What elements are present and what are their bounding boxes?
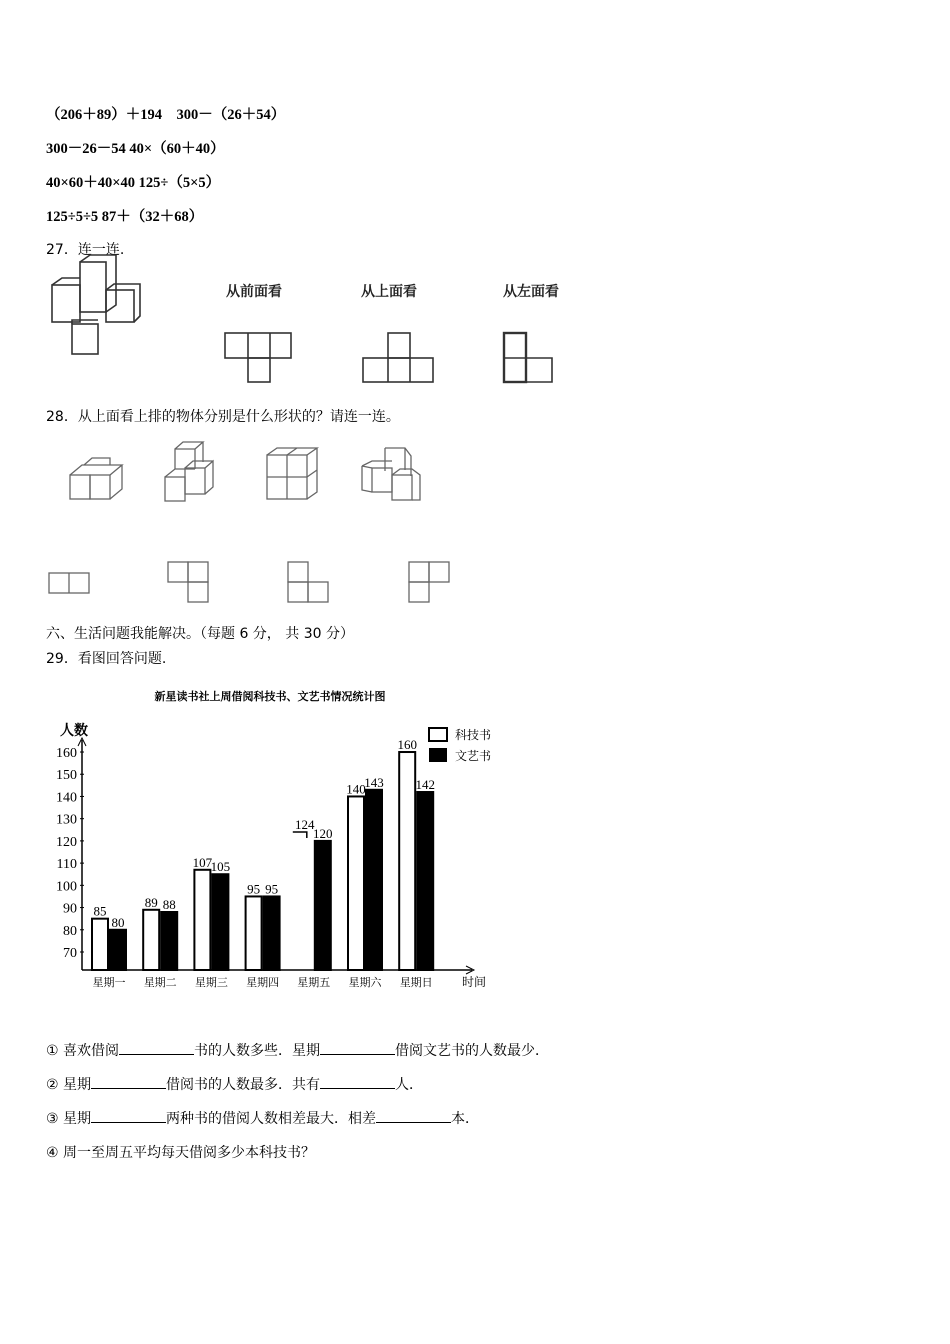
bar-value-label: 89 — [144, 894, 158, 910]
y-tick-label: 70 — [63, 946, 77, 961]
x-tick-label: 星期日 — [399, 976, 433, 989]
legend-swatch-literature — [429, 748, 447, 762]
x-axis-label: 时间 — [462, 975, 487, 989]
x-tick-label: 星期二 — [143, 976, 177, 989]
bar-value-label: 143 — [364, 774, 384, 790]
y-tick-label: 110 — [56, 857, 77, 873]
y-tick-label: 140 — [56, 790, 77, 806]
bar-science — [143, 910, 159, 970]
bar-value-label: 140 — [346, 781, 366, 797]
bar-literature — [264, 896, 280, 970]
question-1 — [46, 1040, 549, 1060]
question-2-text-b: 借阅书的人数最多．共有 — [166, 1077, 321, 1093]
bar-value-label: 95 — [247, 881, 261, 897]
bar-value-label: 142 — [415, 777, 435, 793]
q27-title: 27．连一连. — [46, 242, 125, 258]
q28-title: 28．从上面看上排的物体分别是什么形状的？请连一连。 — [46, 409, 400, 425]
question-1-text-c: 借阅文艺书的人数最少． — [395, 1043, 550, 1059]
bar-value-label: 85 — [93, 903, 107, 919]
x-tick-label: 星期三 — [194, 976, 228, 989]
bar-value-label: 80 — [111, 914, 125, 930]
bar-value-label: 95 — [265, 881, 279, 897]
y-tick-label: 150 — [56, 768, 77, 784]
bar-value-label: 105 — [210, 859, 231, 875]
answer-blank[interactable] — [119, 1040, 194, 1055]
question-2-text-c: 人． — [395, 1077, 424, 1093]
legend-label-literature: 文艺书 — [455, 749, 492, 763]
bar-value-label: 88 — [162, 897, 176, 913]
bar-literature — [110, 930, 126, 970]
bar-science — [92, 919, 108, 970]
bar-literature — [366, 790, 382, 970]
question-2 — [46, 1074, 423, 1094]
y-tick-label: 130 — [56, 812, 77, 828]
answer-blank[interactable] — [91, 1108, 166, 1123]
bar-value-label: 124 — [295, 817, 315, 833]
bar-science-stub — [293, 832, 307, 838]
x-tick-label: 星期五 — [297, 976, 331, 989]
x-tick-label: 星期四 — [246, 976, 280, 989]
y-tick-label: 120 — [56, 834, 77, 850]
bar-literature — [315, 841, 331, 970]
expression-row-2: 300－26－54 40×（60＋40） — [46, 141, 225, 157]
bar-value-label: 160 — [397, 737, 417, 753]
question-1-text-b: 书的人数多些．星期 — [194, 1043, 321, 1059]
bar-science — [194, 870, 210, 970]
question-1-text-a: ① 喜欢借阅 — [46, 1043, 120, 1059]
question-4-text: ④ 周一至周五平均每天借阅多少本科技书？ — [46, 1145, 315, 1161]
bar-value-label: 107 — [192, 854, 213, 870]
question-4 — [46, 1142, 315, 1162]
view-label-front: 从前面看 — [226, 284, 282, 300]
y-axis-label: 人数 — [60, 723, 88, 739]
section6-title: 六、生活问题我能解决。（每题 6 分， 共 30 分） — [46, 626, 354, 642]
expression-row-4: 125÷5÷5 87＋（32＋68） — [46, 209, 204, 225]
bar-literature — [417, 792, 433, 970]
bar-literature — [212, 874, 228, 970]
bar-literature — [161, 912, 177, 970]
question-3-text-c: 本． — [451, 1111, 480, 1127]
question-3-text-b: 两种书的借阅人数相差最大．相差 — [166, 1111, 377, 1127]
answer-blank[interactable] — [320, 1074, 395, 1089]
expression-row-1: （206＋89）＋194 300－（26＋54） — [46, 107, 286, 123]
y-tick-label: 160 — [56, 746, 77, 762]
question-3-text-a: ③ 星期 — [46, 1111, 92, 1127]
question-3 — [46, 1108, 479, 1128]
bar-value-label: 120 — [313, 825, 333, 841]
y-tick-label: 90 — [63, 901, 77, 917]
bar-science — [399, 752, 415, 970]
x-tick-label: 星期六 — [348, 976, 382, 989]
view-label-left: 从左面看 — [503, 284, 559, 300]
answer-blank[interactable] — [91, 1074, 166, 1089]
q29-title: 29．看图回答问题. — [46, 651, 167, 667]
view-label-top: 从上面看 — [361, 284, 417, 300]
bar-science — [246, 896, 262, 970]
legend-swatch-science — [429, 728, 447, 741]
x-tick-label: 星期一 — [92, 976, 126, 989]
y-tick-label: 80 — [63, 923, 77, 939]
chart-title: 新星读书社上周借阅科技书、文艺书情况统计图 — [154, 690, 386, 703]
y-tick-label: 100 — [56, 879, 77, 895]
expression-row-3: 40×60＋40×40 125÷（5×5） — [46, 175, 221, 191]
answer-blank[interactable] — [376, 1108, 451, 1123]
bar-science — [348, 796, 364, 970]
legend-label-science: 科技书 — [455, 728, 492, 742]
answer-blank[interactable] — [320, 1040, 395, 1055]
question-2-text-a: ② 星期 — [46, 1077, 92, 1093]
